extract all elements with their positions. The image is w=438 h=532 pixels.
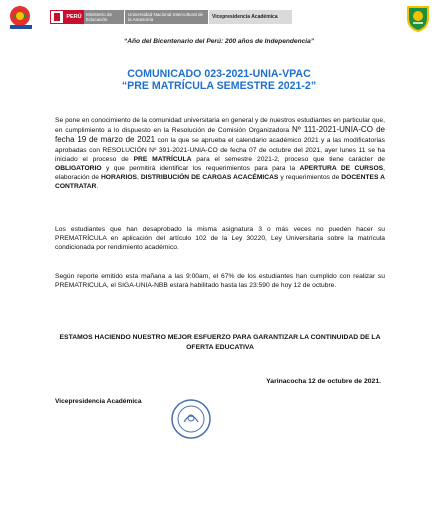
p1-emph: HORARIOS — [100, 174, 137, 182]
p1-text: y que permitirá identificar los requerimientos para para la — [101, 165, 300, 173]
university-label: Universidad Nacional Intercultural de la Amazonía — [124, 10, 208, 24]
title-line-1: COMUNICADO 023-2021-UNIA-VPAC — [127, 68, 311, 80]
peru-label: PERÚ — [64, 10, 84, 24]
vice-presidency-label: Vicepresidencia Académica — [208, 10, 292, 24]
signature-label: Vicepresidencia Académica — [55, 398, 142, 405]
paragraph-3: Según reporte emitido esta mañana a las 9:00am, el 67% de los estudiantes han cumplido con realizar su PREMATRICULA, el SIGA-UNIA-NBB estará habilitado hasta las 23:590 de hoy 12 de octubre. — [55, 273, 385, 290]
closing-statement: ESTAMOS HACIENDO NUESTRO MEJOR ESFUERZO PARA GARANTIZAR LA CONTINUIDAD DE LA OFERTA EDUCATIVA — [59, 334, 381, 351]
ministry-label: Ministerio de Educación — [84, 10, 124, 24]
p1-resolution: Nº 111-2021-UNIA-CO de fecha 19 de marzo de 2021 — [55, 125, 385, 145]
p1-text: , — [137, 174, 141, 182]
p1-text: . — [96, 183, 99, 191]
p1-emph: DISTRIBUCIÓN DE CARGAS ACACÉMICAS — [140, 174, 279, 182]
p1-emph: DOCENTES A CONTRATAR — [55, 174, 385, 191]
paragraph-2: Los estudiantes que han desaprobado la misma asignatura 3 o más veces no pueden hacer su PREMATRÍCULA en aplicación del artículo 102 de la Ley 30220, Ley Universitaria sobre la matrícula condicionada por rendimiento académico. — [55, 226, 385, 252]
shield-logo-icon — [404, 4, 432, 32]
p1-emph: OBLIGATORIO — [55, 165, 102, 173]
paragraph-1 — [55, 116, 385, 192]
p1-emph: PRE MATRÍCULA — [133, 155, 192, 163]
unia-logo-icon — [6, 4, 44, 30]
p1-text: Se pone en conocimiento de la comunidad universitaria en general y de nuestros estudiantes en particular que, en cumplimiento a lo dispuesto en la Resolución de Comisión Organizadora — [55, 117, 385, 135]
letterhead — [6, 4, 432, 32]
p1-emph: APERTURA DE CURSOS — [299, 165, 384, 173]
title-line-2: “PRE MATRÍCULA SEMESTRE 2021-2” — [121, 80, 317, 92]
coat-of-arms-icon — [50, 10, 64, 24]
p1-text: para el semestre 2021-2, proceso que tiene carácter de — [191, 155, 386, 163]
p1-text: y requerimientos de — [278, 174, 342, 182]
year-motto: “Año del Bicentenario del Perú: 200 años de Independencia” — [123, 38, 315, 45]
document-date: Yarinacocha 12 de octubre de 2021. — [266, 378, 381, 385]
official-seal-icon — [170, 398, 212, 440]
p1-text: con la que se aprueba el calendario académico 2021 y a las modificatorias aprobadas con RESOLUCIÓN Nº 391-2021-UNIA-CO de fecha 07 de octubre del 2021, ayer lunes 11 se ha iniciado el proceso de — [55, 137, 385, 163]
government-banner — [50, 10, 292, 24]
page-title — [0, 68, 438, 92]
p1-text: , elaboración de — [55, 165, 385, 182]
